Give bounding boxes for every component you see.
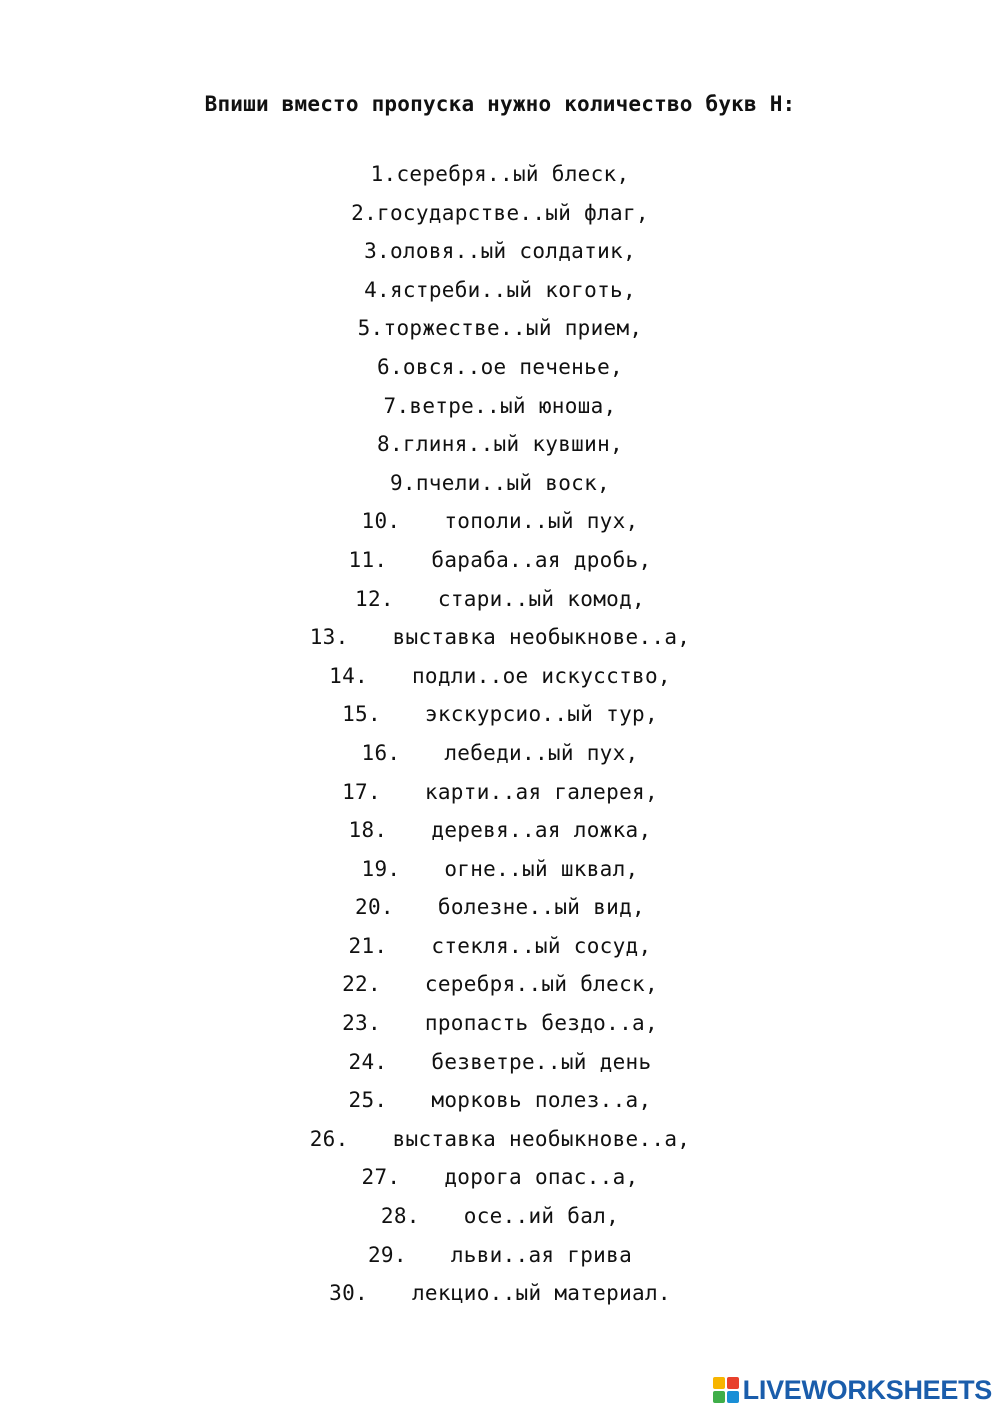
exercise-number: 30. [329, 1281, 368, 1306]
exercise-item [0, 888, 1000, 927]
exercise-number: 28. [380, 1204, 420, 1229]
exercise-text: овся..ое печенье, [402, 354, 623, 379]
exercise-text: государстве..ый флаг, [377, 200, 649, 225]
exercise-number: 14. [329, 663, 368, 688]
exercise-list [0, 155, 1000, 1313]
exercise-text: серебря..ый блеск, [396, 162, 630, 186]
exercise-item [0, 1236, 1000, 1275]
exercise-item [0, 618, 1000, 657]
exercise-item [0, 464, 1000, 503]
exercise-item [0, 773, 1000, 812]
exercise-item [0, 348, 1000, 387]
exercise-text: серебря..ый блеск, [424, 972, 658, 997]
exercise-text: оловя..ый солдатик, [389, 239, 636, 264]
exercise-number: 17. [342, 779, 381, 804]
exercise-text: торжестве..ый прием, [383, 316, 643, 341]
exercise-text: пропасть бездо..а, [424, 1011, 658, 1036]
exercise-number: 2. [351, 200, 378, 225]
exercise-number: 20. [355, 895, 394, 920]
exercise-item [0, 194, 1000, 233]
logo-mark-square [727, 1377, 739, 1389]
exercise-item [0, 309, 1000, 348]
exercise-item [0, 387, 1000, 426]
worksheet-title: Впиши вместо пропуска нужно количество букв Н: [204, 92, 796, 116]
exercise-number: 9. [389, 470, 416, 495]
exercise-number: 22. [342, 972, 381, 997]
exercise-item [0, 695, 1000, 734]
exercise-text: дорога опас..а, [444, 1165, 639, 1190]
exercise-item [0, 657, 1000, 696]
exercise-text: огне..ый шквал, [444, 856, 639, 881]
exercise-number: 24. [348, 1049, 388, 1074]
exercise-text: деревя..ая ложка, [431, 818, 652, 843]
exercise-item [0, 271, 1000, 310]
exercise-item [0, 502, 1000, 541]
exercise-item [0, 541, 1000, 580]
exercise-text: болезне..ый вид, [437, 895, 645, 920]
exercise-item [0, 734, 1000, 773]
exercise-item [0, 580, 1000, 619]
exercise-number: 15. [342, 702, 381, 727]
exercise-text: лекцио..ый материал. [411, 1281, 671, 1306]
exercise-number: 27. [361, 1165, 401, 1190]
exercise-text: карти..ая галерея, [424, 779, 658, 804]
exercise-text: выставка необыкнове..а, [392, 1126, 691, 1151]
exercise-number: 26. [309, 1126, 349, 1151]
exercise-text: ветре..ый юноша, [409, 393, 617, 418]
exercise-number: 5. [357, 316, 384, 341]
exercise-item [0, 965, 1000, 1004]
exercise-item [0, 927, 1000, 966]
exercise-number: 16. [361, 740, 401, 765]
exercise-item [0, 1274, 1000, 1313]
exercise-number: 21. [348, 933, 388, 958]
exercise-text: стекля..ый сосуд, [431, 933, 652, 958]
exercise-number: 7. [383, 393, 410, 418]
logo-text: LIVEWORKSHEETS [742, 1374, 992, 1405]
exercise-text: льви..ая грива [450, 1242, 633, 1267]
exercise-number: 18. [348, 818, 388, 843]
exercise-item [0, 1197, 1000, 1236]
exercise-item [0, 1120, 1000, 1159]
exercise-item [0, 1081, 1000, 1120]
exercise-text: стари..ый комод, [437, 586, 645, 611]
exercise-text: ястреби..ый коготь, [389, 277, 636, 302]
exercise-text: выставка необыкнове..а, [392, 625, 691, 650]
exercise-text: пчели..ый воск, [415, 470, 611, 495]
exercise-text: осе..ий бал, [463, 1204, 620, 1229]
logo-mark-square [713, 1377, 725, 1389]
exercise-number: 3. [364, 239, 390, 264]
liveworksheets-logo [713, 1373, 992, 1407]
exercise-number: 8. [377, 432, 403, 457]
logo-mark-square [727, 1391, 739, 1403]
exercise-text: экскурсио..ый тур, [424, 702, 658, 727]
exercise-item [0, 811, 1000, 850]
exercise-item [0, 850, 1000, 889]
logo-mark-square [713, 1391, 725, 1403]
logo-mark-icon [713, 1377, 739, 1403]
exercise-number: 23. [342, 1011, 381, 1036]
exercise-number: 13. [309, 625, 349, 650]
exercise-number: 6. [377, 354, 403, 379]
exercise-number: 10. [361, 509, 401, 534]
exercise-number: 25. [348, 1088, 388, 1113]
exercise-text: бараба..ая дробь, [431, 547, 652, 572]
exercise-text: подли..ое искусство, [411, 663, 671, 688]
exercise-text: тополи..ый пух, [444, 509, 639, 534]
exercise-number: 4. [364, 277, 390, 302]
exercise-number: 19. [361, 856, 401, 881]
exercise-number: 12. [355, 586, 394, 611]
exercise-text: лебеди..ый пух, [444, 740, 639, 765]
exercise-number: 1. [370, 162, 397, 186]
exercise-number: 29. [367, 1242, 407, 1267]
exercise-text: морковь полез..а, [431, 1088, 652, 1113]
exercise-item [0, 425, 1000, 464]
exercise-item [0, 1043, 1000, 1082]
exercise-item [0, 1004, 1000, 1043]
exercise-item [0, 1158, 1000, 1197]
exercise-text: глиня..ый кувшин, [402, 432, 623, 457]
exercise-item [0, 155, 1000, 194]
exercise-item [0, 232, 1000, 271]
exercise-number: 11. [348, 547, 388, 572]
exercise-text: безветре..ый день [431, 1049, 652, 1074]
